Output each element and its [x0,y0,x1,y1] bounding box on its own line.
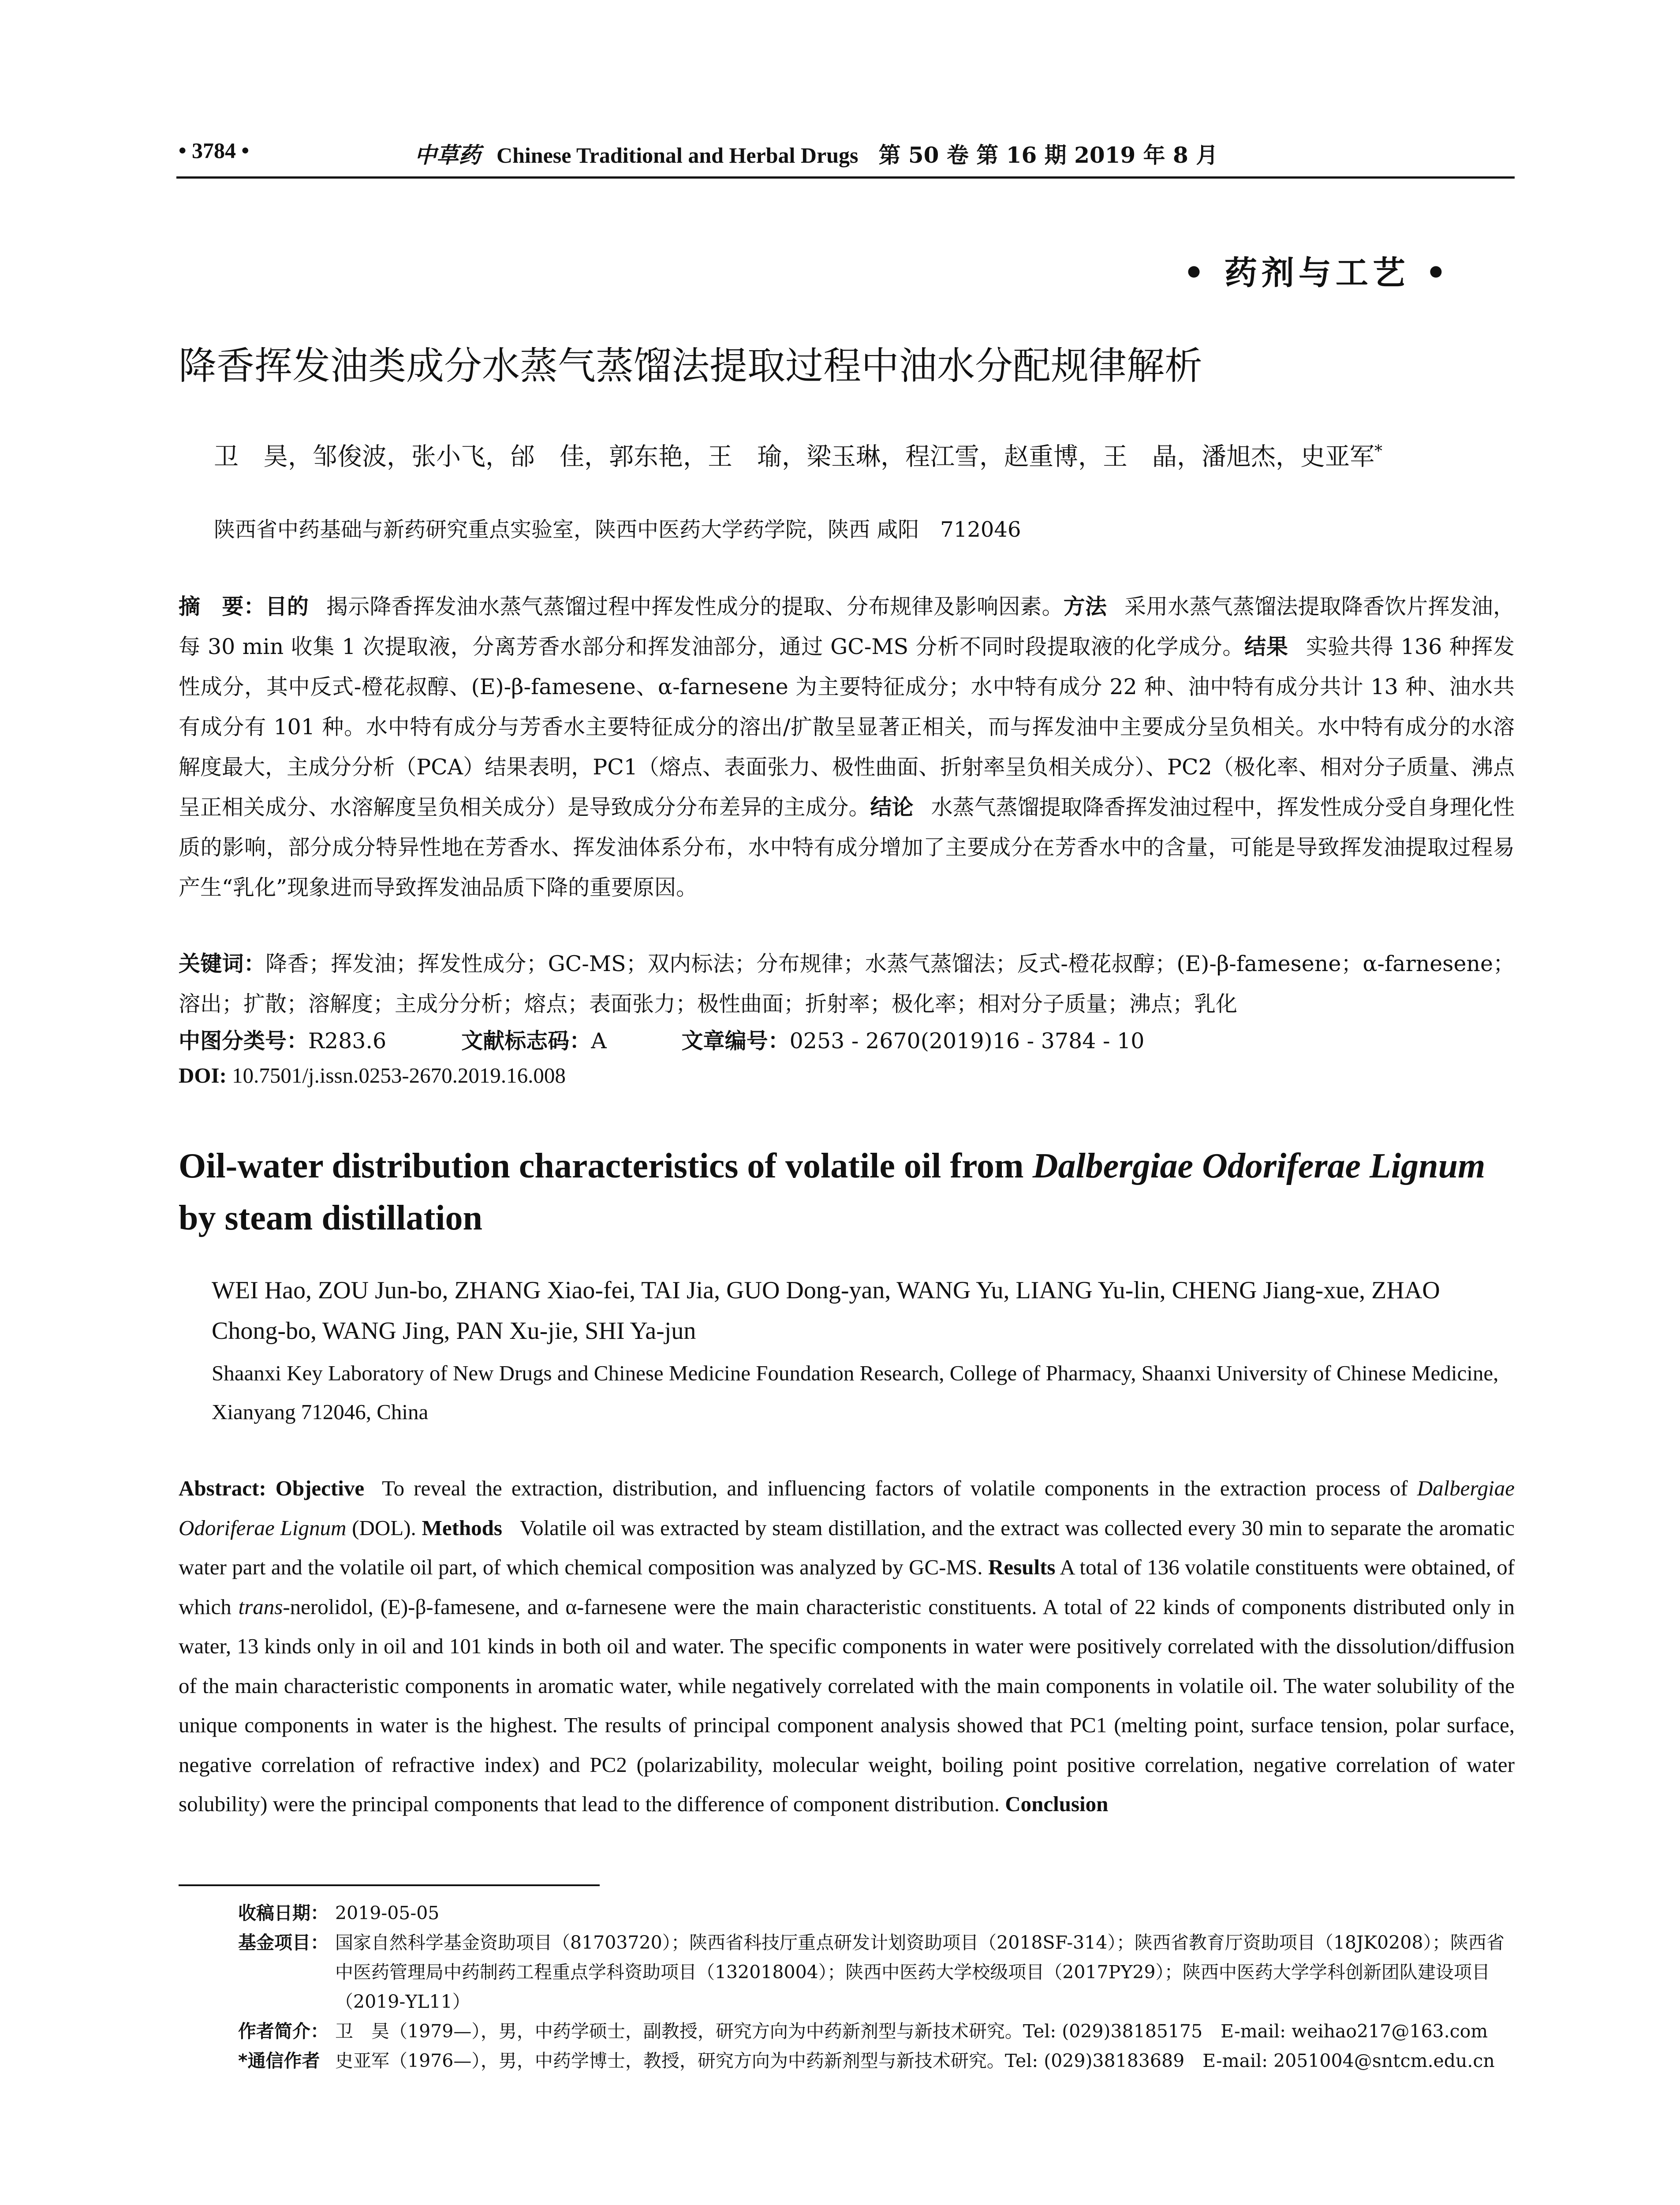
title-en [179,1140,1515,1244]
article-no-value: 0253 - 2670(2019)16 - 3784 - 10 [789,1028,1145,1054]
author-bio-value: 卫 昊（1979—），男，中药学硕士，副教授，研究方向为中药新剂型与新技术研究。Tel: (029)38185175 E-mail: weihao217@163.com [335,2021,1488,2042]
journal-title-en: Chinese Traditional and Herbal Drugs [497,143,859,168]
received-label: 收稿日期： [238,1902,329,1924]
title-en-species: Dalbergiae Odoriferae Lignum [1032,1147,1486,1185]
doi-label: DOI: [179,1063,227,1088]
footnote-corresponding [238,2046,1517,2076]
article-no-label: 文章编号： [681,1028,790,1054]
results-label-cn: 结果 [1244,634,1288,659]
footnotes [238,1899,1517,2076]
header-rule [176,176,1515,179]
results-italic-en: trans [238,1594,283,1619]
authors-cn [214,430,1515,479]
results-text-en-a: A total of 136 volatile constituents were obtained, of which [179,1555,1515,1619]
conclusion-label-en: Conclusion [1005,1792,1109,1816]
methods-text-en: Volatile oil was extracted by steam distillation, and the extract was collected every 30 min to separate the aromatic water part and the volatile oil part, of which chemical composition was analyzed by GC-MS. [179,1515,1515,1579]
objective-text-cn: 揭示降香挥发油水蒸气蒸馏过程中挥发性成分的提取、分布规律及影响因素。 [326,594,1064,619]
fund-label: 基金项目： [238,1932,329,1953]
title-en-part1: Oil-water distribution characteristics of volatile oil from [179,1147,1033,1185]
corresponding-label: *通信作者 [238,2050,320,2071]
objective-text-en-a: To reveal the extraction, distribution, and influencing factors of volatile components in the extraction process of [382,1476,1417,1500]
results-text-en-b: -nerolidol, (E)-β-famesene, and α-farnesene were the main characteristic constituents. A total of 22 kinds of components distributed only in water, 13 kinds only in oil and 101 kinds in both oil and water. The specific components in water were positively correlated with the dissolution/diffusion of the main characteristic components in aromatic water, while negatively correlated with the main components in volatile oil. The water solubility of the unique components in water is the highest. The results of principal component analysis showed that PC1 (melting point, surface tension, polar surface, negative correlation of refractive index) and PC2 (polarizability, molecular weight, boiling point positive correlation, negative correlation of water solubility) were the principal components that lead to the difference of component distribution. [179,1594,1515,1816]
received-value: 2019-05-05 [335,1902,440,1924]
methods-label-cn: 方法 [1063,594,1107,619]
volume-issue: 第 50 卷 第 16 期 2019 年 8 月 [878,142,1218,168]
doc-code-value: A [591,1028,607,1054]
corresponding-mark: * [1374,442,1382,460]
corresponding-value: 史亚军（1976—），男，中药学博士，教授，研究方向为中药新剂型与新技术研究。Tel: (029)38183689 E-mail: 2051004@sntcm.edu.cn [335,2050,1495,2071]
section-heading: • 药剂与工艺 • [1183,254,1451,292]
objective-label-en: Objective [275,1476,365,1500]
affiliation-cn: 陕西省中药基础与新药研究重点实验室，陕西中医药大学药学院，陕西 咸阳 712046 [214,517,1021,542]
footnote-rule [179,1884,600,1886]
journal-title-cn: 中草药 [414,142,481,168]
objective-species-en: Dalbergiae Odoriferae Lignum [179,1476,1515,1540]
doi-value: 10.7501/j.issn.0253-2670.2019.16.008 [232,1063,566,1088]
clc-value: R283.6 [308,1028,387,1054]
clc-label: 中图分类号： [179,1028,309,1054]
footnote-author [238,2017,1517,2046]
conclusion-text-cn: 水蒸气蒸馏提取降香挥发油过程中，挥发性成分受自身理化性质的影响，部分成分特异性地在芳香水、挥发油体系分布，水中特有成分增加了主要成分在芳香水中的含量，可能是导致挥发油提取过程易产生“乳化”现象进而导致挥发油品质下降的重要原因。 [179,795,1515,900]
footnote-received [238,1899,1517,1928]
journal-title [414,138,1218,169]
doc-code-label: 文献标志码： [461,1028,591,1054]
abstract-cn-label: 摘 要： [179,594,265,619]
keywords-label: 关键词： [179,951,266,976]
page-number: • 3784 • [179,138,250,163]
title-cn: 降香挥发油类成分水蒸气蒸馏法提取过程中油水分配规律解析 [179,344,1202,388]
fund-value: 国家自然科学基金资助项目（81703720）；陕西省科技厅重点研发计划资助项目（2018SF-314）；陕西省教育厅资助项目（18JK0208）；陕西省中医药管理局中药制药工程重点学科资助项目（132018004）；陕西中医药大学校级项目（2017PY29）；陕西中医药大学学科创新团队建设项目（2019-YL11） [335,1932,1505,2012]
running-header [179,138,1501,173]
abstract-en [179,1469,1515,1824]
affiliation-en: Shaanxi Key Laboratory of New Drugs and Chinese Medicine Foundation Research, College of Pharmacy, Shaanxi University of Chinese Medicine, Xianyang 712046, China [212,1361,1499,1424]
results-label-en: Results [988,1555,1056,1579]
conclusion-label-cn: 结论 [870,795,914,820]
results-text-cn: 实验共得 136 种挥发性成分，其中反式-橙花叔醇、(E)-β-famesene、α-farnesene 为主要特征成分；水中特有成分 22 种、油中特有成分共计 13 种、油水共有成分有 101 种。水中特有成分与芳香水主要特征成分的溶出/扩散呈显著正相关，而与挥发油中主要成分呈负相关。水中特有成分的水溶解度最大，主成分分析（PCA）结果表明，PC1（熔点、表面张力、极性曲面、折射率呈负相关成分）、PC2（极化率、相对分子质量、沸点呈正相关成分、水溶解度呈负相关成分）是导致成分分布差异的主成分。 [179,634,1515,820]
objective-label-cn: 目的 [265,594,309,619]
objective-text-en-b: (DOL). [346,1515,416,1540]
author-bio-label: 作者简介： [238,2021,329,2042]
keywords-text: 降香；挥发油；挥发性成分；GC-MS；双内标法；分布规律；水蒸气蒸馏法；反式-橙花叔醇；(E)-β-famesene；α-farnesene；溶出；扩散；溶解度；主成分分析；熔点；表面张力；极性曲面；折射率；极化率；相对分子质量；沸点；乳化 [179,951,1515,1017]
methods-text-cn: 采用水蒸气蒸馏法提取降香饮片挥发油，每 30 min 收集 1 次提取液，分离芳香水部分和挥发油部分，通过 GC-MS 分析不同时段提取液的化学成分。 [179,594,1515,659]
authors-cn-names: 卫 昊，邹俊波，张小飞，邰 佳，郭东艳，王 瑜，梁玉琳，程江雪，赵重博，王 晶，潘旭杰，史亚军 [214,442,1374,471]
abstract-en-label: Abstract: [179,1476,266,1500]
authors-en: WEI Hao, ZOU Jun-bo, ZHANG Xiao-fei, TAI Jia, GUO Dong-yan, WANG Yu, LIANG Yu-lin, CHENG Jiang-xue, ZHAO Chong-bo, WANG Jing, PAN Xu-jie, SHI Ya-jun [212,1277,1440,1345]
classification-line [179,1024,1515,1055]
abstract-cn [179,587,1515,908]
title-en-part2: by steam distillation [179,1199,482,1237]
doi-line [179,1063,566,1088]
methods-label-en: Methods [422,1515,502,1540]
keywords-cn [179,944,1515,1024]
footnote-fund [238,1928,1517,2017]
